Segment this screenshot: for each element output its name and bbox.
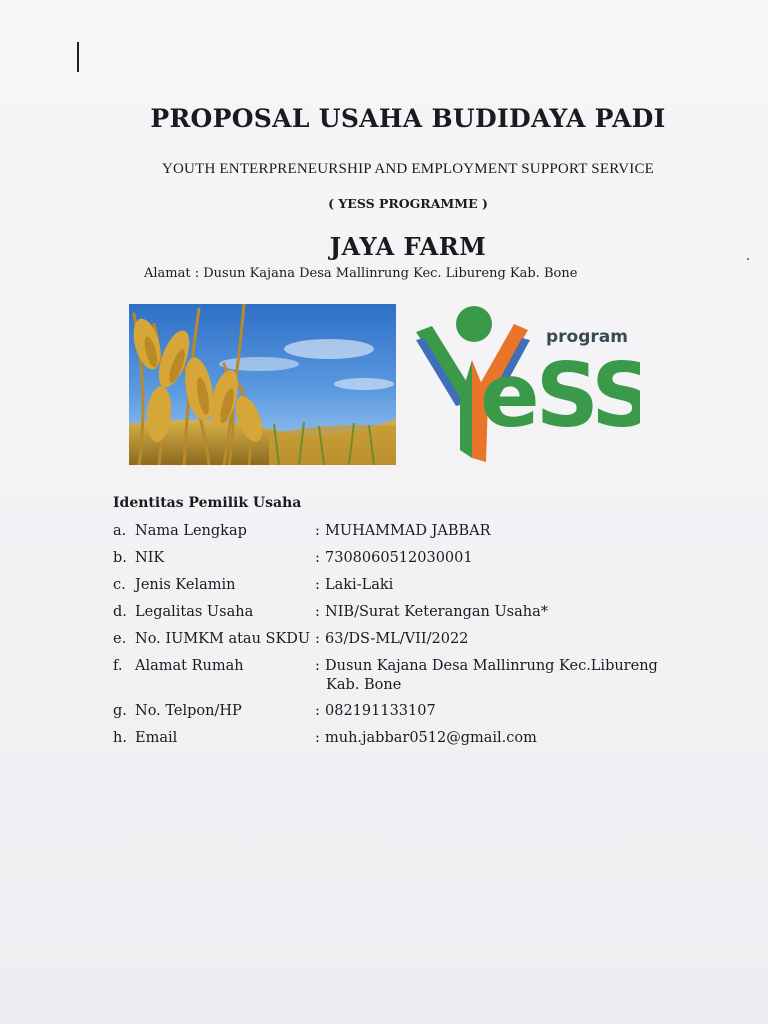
row-letter: d.: [113, 604, 127, 620]
scan-mark: [77, 42, 79, 72]
row-label: Alamat Rumah: [135, 658, 244, 674]
row-value: muh.jabbar0512@gmail.com: [325, 730, 537, 746]
identity-row: [113, 550, 473, 566]
row-separator: :: [315, 658, 320, 674]
row-value: 082191133107: [325, 703, 436, 719]
row-letter: h.: [113, 730, 127, 746]
programme-label: ( YESS PROGRAMME ): [328, 196, 488, 211]
row-label: Email: [135, 730, 178, 746]
row-letter: b.: [113, 550, 127, 566]
identity-row: [113, 523, 491, 539]
row-letter: c.: [113, 577, 126, 593]
yess-program-logo: [410, 300, 640, 470]
row-letter: a.: [113, 523, 127, 539]
row-separator: :: [315, 577, 320, 593]
row-letter: e.: [113, 631, 127, 647]
identity-row: [113, 631, 469, 647]
rice-field-photo: [129, 304, 396, 465]
row-label: No. IUMKM atau SKDU: [135, 631, 311, 647]
row-value: 63/DS-ML/VII/2022: [325, 631, 469, 647]
logo-program-word: program: [546, 327, 628, 347]
row-label: NIK: [135, 550, 165, 566]
identity-row: [113, 604, 549, 620]
row-separator: :: [315, 631, 320, 647]
logo-letters: eSS: [480, 344, 640, 447]
row-label: Nama Lengkap: [135, 523, 247, 539]
row-value: NIB/Surat Keterangan Usaha*: [325, 604, 549, 620]
row-label: No. Telpon/HP: [135, 703, 242, 719]
document-title: PROPOSAL USAHA BUDIDAYA PADI: [150, 104, 666, 133]
row-label: Legalitas Usaha: [135, 604, 254, 620]
row-separator: :: [315, 604, 320, 620]
identity-row: [113, 577, 394, 593]
identity-row: [113, 730, 537, 746]
row-label: Jenis Kelamin: [135, 577, 236, 593]
row-separator: :: [315, 550, 320, 566]
row-value: 7308060512030001: [325, 550, 473, 566]
section-heading: Identitas Pemilik Usaha: [113, 495, 302, 511]
row-value: Dusun Kajana Desa Mallinrung Kec.Libureng: [325, 658, 658, 674]
row-value: MUHAMMAD JABBAR: [325, 523, 491, 539]
row-separator: :: [315, 730, 320, 746]
row-separator: :: [315, 703, 320, 719]
row-separator: :: [315, 523, 320, 539]
row-value-line2: Kab. Bone: [326, 677, 402, 693]
identity-row: [113, 703, 436, 719]
business-name: JAYA FARM: [329, 232, 487, 261]
document-subtitle: YOUTH ENTERPRENEURSHIP AND EMPLOYMENT SUPPORT SERVICE: [161, 161, 655, 177]
row-letter: f.: [113, 658, 123, 674]
row-letter: g.: [113, 703, 127, 719]
business-address: Alamat : Dusun Kajana Desa Mallinrung Kec. Libureng Kab. Bone: [144, 266, 578, 281]
logo-head-shape: [456, 306, 492, 342]
row-value: Laki-Laki: [325, 577, 394, 593]
identity-row: [113, 658, 658, 693]
